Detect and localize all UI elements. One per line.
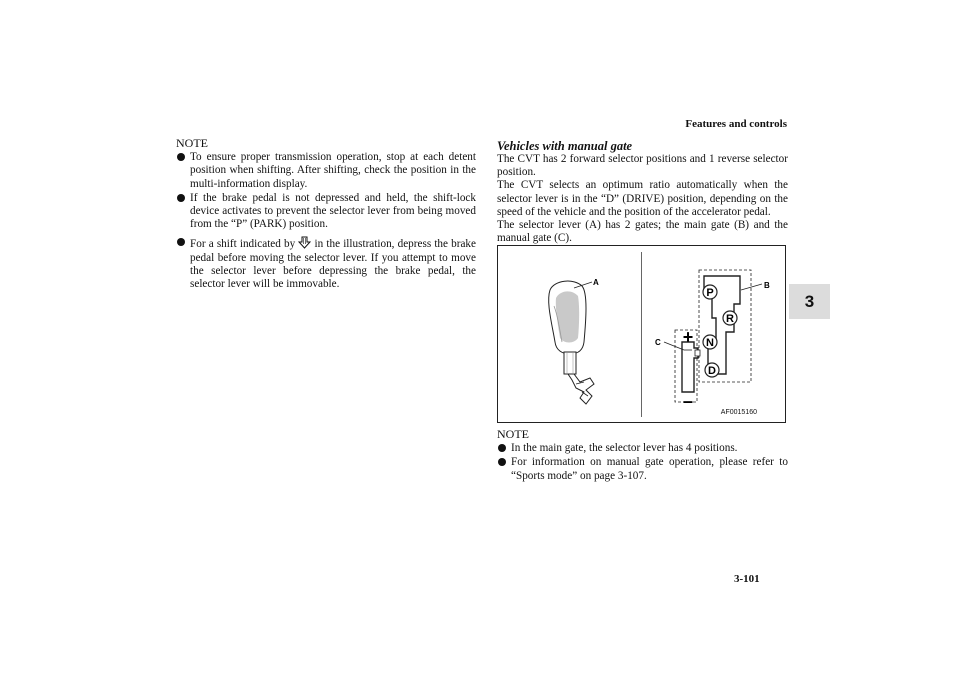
- note-item-text: For information on manual gate operation, please refer to “Sports mode” on page 3-107.: [511, 456, 788, 482]
- right-column: [497, 139, 788, 245]
- page-number: 3-101: [734, 573, 760, 585]
- note-heading: NOTE: [497, 427, 529, 441]
- bullet-icon: [177, 238, 185, 246]
- gear-p: P: [706, 287, 714, 299]
- note-list: [176, 151, 476, 291]
- figure-drawing: [498, 246, 787, 424]
- shift-arrow-icon: [298, 236, 311, 249]
- bullet-icon: [498, 444, 506, 452]
- label-c: C: [655, 338, 661, 347]
- left-column: [176, 137, 476, 291]
- note-item-text: In the main gate, the selector lever has 4 positions.: [511, 442, 738, 455]
- chapter-tab: 3: [789, 284, 830, 319]
- gear-n: N: [706, 337, 714, 349]
- gear-d: D: [708, 365, 716, 377]
- note-list: [497, 442, 788, 483]
- note-item: [176, 236, 476, 291]
- note-heading: NOTE: [176, 136, 208, 150]
- paragraph: The selector lever (A) has 2 gates; the main gate (B) and the manual gate (C).: [497, 219, 788, 245]
- bullet-icon: [177, 153, 185, 161]
- note-item: [497, 456, 788, 482]
- section-title: Vehicles with manual gate: [497, 139, 633, 153]
- label-a: A: [593, 278, 599, 287]
- bullet-icon: [177, 194, 185, 202]
- note-item-text-after: in the illustration, depress the brake pedal before moving the selector lever. If you attempt to move the selector lever before depressing the brake pedal, the selector lever will be immovable.: [190, 238, 476, 291]
- note-item: [176, 151, 476, 191]
- manual-minus: –: [682, 391, 694, 411]
- note-item-text-before: For a shift indicated by: [190, 238, 296, 251]
- note-item: [176, 192, 476, 232]
- note-item: [497, 442, 788, 455]
- bullet-icon: [498, 458, 506, 466]
- paragraph: The CVT selects an optimum ratio automatically when the selector lever is in the “D” (DRIVE) position, depending on the speed of the vehicle and the position of the accelerator pedal.: [497, 179, 788, 218]
- running-header: Features and controls: [685, 118, 787, 130]
- gear-r: R: [726, 313, 734, 325]
- paragraph: The CVT has 2 forward selector positions and 1 reverse selector position.: [497, 153, 788, 179]
- selector-lever-illustration: [549, 281, 594, 404]
- manual-plus: +: [682, 327, 694, 347]
- label-b: B: [764, 281, 770, 290]
- note-item-text: If the brake pedal is not depressed and held, the shift-lock device activates to prevent the selector lever from being moved from the “P” (PARK) position.: [190, 191, 476, 231]
- note-item-text: To ensure proper transmission operation, stop at each detent position when shifting. After shifting, check the position in the multi-information display.: [190, 151, 476, 190]
- selector-lever-figure: [497, 245, 786, 423]
- right-note: [497, 428, 788, 483]
- figure-code: AF0015160: [720, 409, 757, 416]
